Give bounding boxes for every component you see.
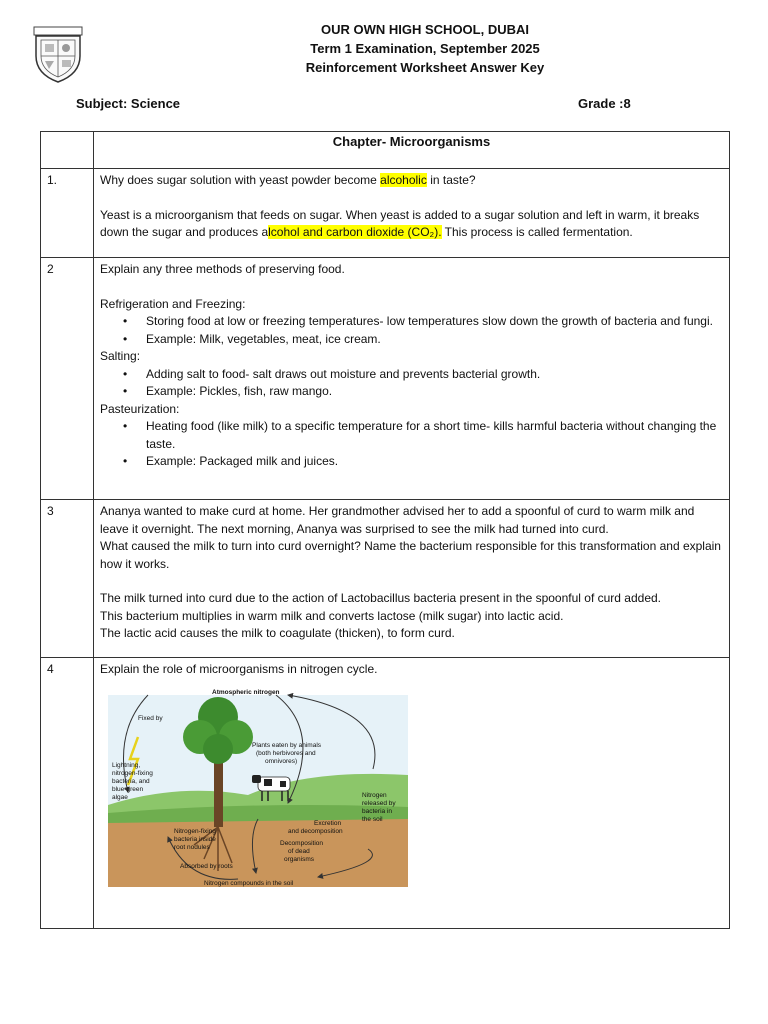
diagram-label: organisms [284, 855, 314, 863]
diagram-label: Lightning, [112, 761, 141, 769]
diagram-label: root nodules [174, 843, 210, 851]
question-number: 4 [47, 662, 54, 676]
diagram-label: Atmospheric nitrogen [212, 688, 280, 696]
answer-text: This bacterium multiplies in warm milk and converts lactose (milk sugar) into lactic acid. [100, 608, 564, 623]
diagram-label: Excretion [314, 819, 342, 827]
diagram-label: Decomposition [280, 839, 323, 847]
diagram-label: (both herbivores and [256, 749, 316, 757]
worksheet-title: Reinforcement Worksheet Answer Key [305, 60, 545, 75]
list-item: • Example: Milk, vegetables, meat, ice cream. [146, 331, 722, 349]
diagram-label: released by [362, 799, 396, 807]
question-cell [94, 500, 730, 658]
question-cell [94, 169, 730, 258]
answer-text: The lactic acid causes the milk to coagulate (thicken), to form curd. [100, 626, 455, 640]
method-title: Pasteurization: [100, 401, 180, 416]
soil [108, 815, 408, 887]
diagram-label: bacteria, and [112, 777, 150, 785]
question-text: Ananya wanted to make curd at home. Her grandmother advised her to add a spoonful of curd to warm milk and leave it overnight. The next morning, Ananya was surprised to see the milk had turned into curd. [100, 504, 695, 536]
question-number: 1. [47, 173, 58, 187]
list-item: • Adding salt to food- salt draws out moisture and prevents bacterial growth. [146, 366, 722, 384]
method-title: Refrigeration and Freezing: [100, 296, 246, 311]
method-title: Salting: [100, 349, 141, 363]
nitrogen-cycle-illustration [108, 687, 408, 887]
chapter-num-cell [41, 132, 94, 169]
school-name: OUR OWN HIGH SCHOOL, DUBAI [321, 22, 529, 37]
question-cell [94, 658, 730, 929]
diagram-label: of dead [288, 847, 310, 855]
diagram-label: Nitrogen compounds in the soil [204, 879, 294, 887]
highlighted-text: lcohol and carbon dioxide (CO₂). [268, 225, 442, 239]
diagram-label: and decomposition [288, 827, 343, 835]
list-item: • Example: Packaged milk and juices. [146, 453, 722, 471]
question-row-1 [41, 169, 730, 258]
diagram-label: nitrogen-fixing [112, 769, 153, 777]
list-item: • Storing food at low or freezing temperatures- low temperatures slow down the growth of bacteria and fungi. [146, 313, 722, 331]
diagram-label: Nitrogen [362, 791, 387, 799]
diagram-label: Plants eaten by animals [252, 741, 322, 749]
question-number: 3 [47, 504, 54, 518]
nitrogen-cycle-diagram [108, 687, 408, 887]
diagram-label: omnivores) [265, 757, 298, 765]
highlighted-text: alcoholic [380, 173, 427, 187]
question-row-4 [41, 658, 730, 929]
bullet-list [100, 418, 722, 471]
diagram-label: the soil [362, 815, 383, 823]
answer-text: The milk turned into curd due to the action of Lactobacillus bacteria present in the spoonful of curd added. [100, 591, 662, 605]
chapter-title: Chapter- Microorganisms [94, 132, 730, 169]
diagram-label: bacteria inside [174, 835, 216, 843]
list-item: • Heating food (like milk) to a specific temperature for a short time- kills harmful bacteria without changing the taste. [146, 418, 722, 453]
question-text: Why does sugar solution with yeast powder become alcoholic in taste? [100, 173, 476, 187]
grade-label: Grade :8 [578, 96, 631, 111]
answer-text: Yeast is a microorganism that feeds on sugar. When yeast is added to a sugar solution and left in warm, it breaks down the sugar and produces alcohol and carbon dioxide (CO₂). This process is called fermentation. [100, 207, 700, 239]
diagram-label: algae [112, 793, 128, 801]
question-row-2 [41, 258, 730, 500]
school-crest-logo [30, 24, 86, 84]
question-row-3 [41, 500, 730, 658]
list-item: • Example: Pickles, fish, raw mango. [146, 383, 722, 401]
diagram-label: Nitrogen-fixing [174, 827, 216, 835]
bullet-list [100, 313, 722, 348]
diagram-label: blue-green [112, 785, 144, 793]
document-header [200, 20, 650, 77]
question-table [40, 131, 730, 929]
diagram-label: Fixed by [138, 714, 163, 722]
question-number: 2 [47, 262, 54, 276]
bullet-list [100, 366, 722, 401]
question-cell [94, 258, 730, 500]
diagram-label: Absorbed by roots [180, 862, 233, 870]
chapter-row [41, 132, 730, 169]
subject-label: Subject: Science [76, 96, 181, 111]
exam-title: Term 1 Examination, September 2025 [310, 41, 540, 56]
question-text: Explain any three methods of preserving food. [100, 262, 345, 276]
question-text: Explain the role of microorganisms in nitrogen cycle. [100, 662, 378, 676]
diagram-label: bacteria in [362, 807, 392, 815]
question-text: What caused the milk to turn into curd overnight? Name the bacterium responsible for this transformation and explain how it works. [100, 539, 721, 571]
